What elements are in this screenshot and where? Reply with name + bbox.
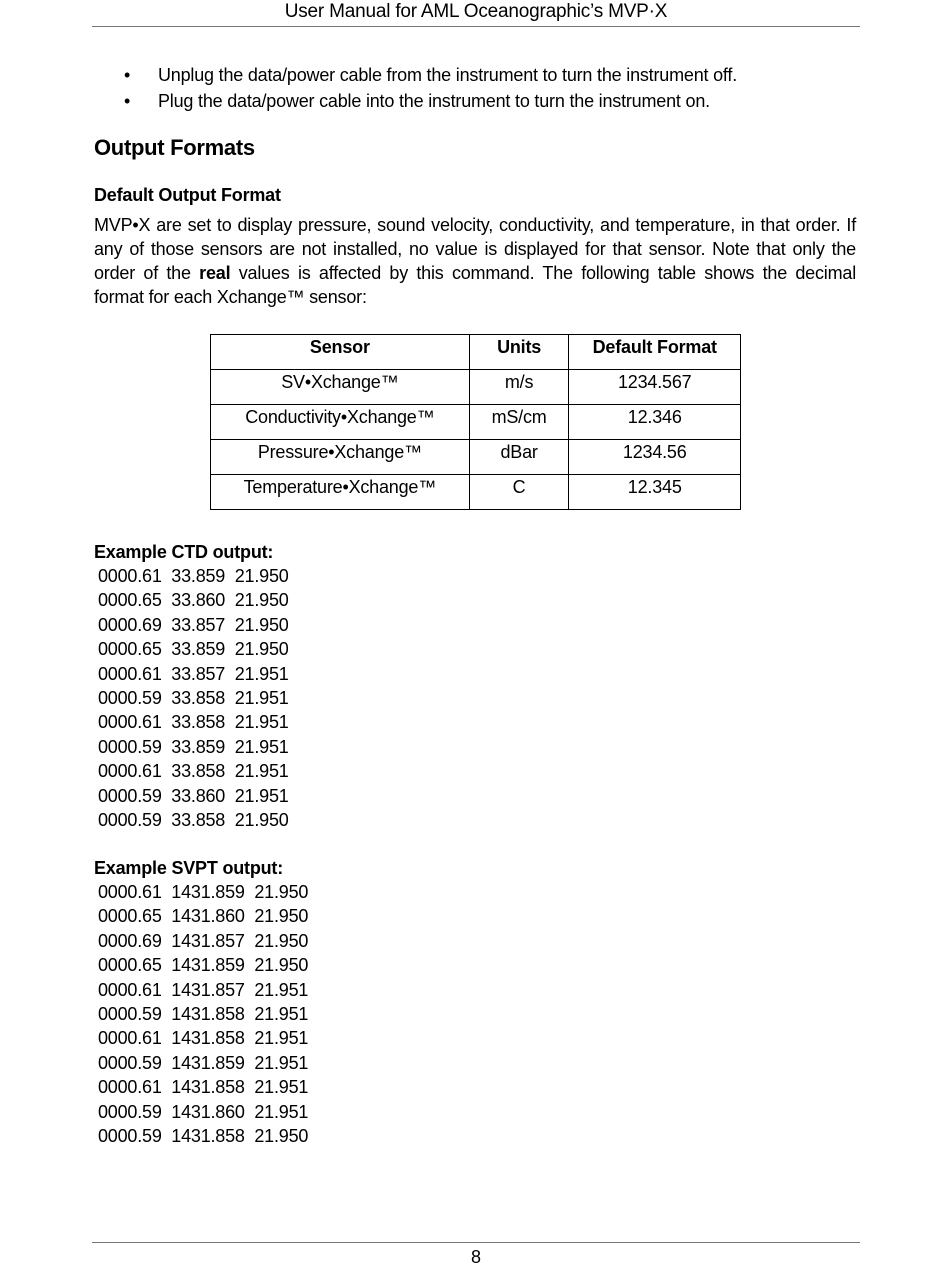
table-row <box>211 405 741 440</box>
table-row <box>211 370 741 405</box>
table-row <box>211 440 741 475</box>
sensor-format-table <box>210 334 741 510</box>
paragraph-bold-word: real <box>199 263 231 283</box>
cell-sensor: Temperature•Xchange™ <box>211 475 470 510</box>
paragraph-text-end: values is affected by this command. The following table shows the decimal format for each Xchange™ sensor: <box>94 263 856 307</box>
subsection-heading: Default Output Format <box>94 185 281 205</box>
cell-format: 12.345 <box>569 475 741 510</box>
output-line: 0000.59 33.860 21.951 <box>98 785 289 806</box>
paragraph-text-start: MVP•X are set to display pressure, sound velocity, conductivity, and temperature, in that order. If any of those sensors are not installed, no value is displayed for that sensor. Note that only the order of the <box>94 215 856 283</box>
header-units: Units <box>469 335 569 370</box>
output-line: 0000.59 33.858 21.950 <box>98 810 289 831</box>
table-header-row <box>211 335 741 370</box>
svpt-output-lines <box>94 880 494 1148</box>
ctd-output-lines <box>94 564 494 832</box>
ctd-example <box>94 540 494 832</box>
header-sensor: Sensor <box>211 335 470 370</box>
svpt-example-title: Example SVPT output: <box>94 858 284 878</box>
output-line: 0000.61 33.858 21.951 <box>98 761 289 782</box>
intro-paragraph <box>94 213 856 309</box>
output-line: 0000.59 1431.858 21.951 <box>98 1004 309 1025</box>
page-number: 8 <box>470 1247 481 1267</box>
cell-format: 12.346 <box>569 405 741 440</box>
output-line: 0000.59 33.859 21.951 <box>98 736 289 757</box>
table-row <box>211 475 741 510</box>
cell-units: m/s <box>469 370 569 405</box>
output-line: 0000.59 33.858 21.951 <box>98 688 289 709</box>
cell-units: C <box>469 475 569 510</box>
output-line: 0000.61 1431.858 21.951 <box>98 1028 309 1049</box>
output-line: 0000.61 1431.857 21.951 <box>98 979 309 1000</box>
ctd-example-title: Example CTD output: <box>94 542 274 562</box>
header-title: User Manual for AML Oceanographic’s MVP·X <box>284 1 668 22</box>
svpt-example <box>94 856 494 1148</box>
output-line: 0000.59 1431.860 21.951 <box>98 1101 309 1122</box>
output-line: 0000.69 1431.857 21.950 <box>98 930 309 951</box>
output-line: 0000.61 33.857 21.951 <box>98 663 289 684</box>
output-line: 0000.59 1431.858 21.950 <box>98 1126 309 1147</box>
output-line: 0000.65 1431.860 21.950 <box>98 906 309 927</box>
header-default-format: Default Format <box>569 335 741 370</box>
list-item: • Unplug the data/power cable from the instrument to turn the instrument off. <box>0 62 950 88</box>
output-line: 0000.65 33.860 21.950 <box>98 590 289 611</box>
output-line: 0000.65 33.859 21.950 <box>98 639 289 660</box>
list-item: • Plug the data/power cable into the instrument to turn the instrument on. <box>0 88 950 114</box>
output-line: 0000.61 33.858 21.951 <box>98 712 289 733</box>
output-line: 0000.65 1431.859 21.950 <box>98 955 309 976</box>
page-header <box>92 0 860 27</box>
cell-units: dBar <box>469 440 569 475</box>
output-line: 0000.69 33.857 21.950 <box>98 614 289 635</box>
cell-format: 1234.56 <box>569 440 741 475</box>
cell-sensor: SV•Xchange™ <box>211 370 470 405</box>
output-line: 0000.61 1431.858 21.951 <box>98 1077 309 1098</box>
output-line: 0000.59 1431.859 21.951 <box>98 1052 309 1073</box>
output-line: 0000.61 33.859 21.950 <box>98 566 289 586</box>
power-instructions-list <box>0 62 950 114</box>
cell-format: 1234.567 <box>569 370 741 405</box>
output-line: 0000.61 1431.859 21.950 <box>98 882 309 902</box>
section-heading: Output Formats <box>94 135 255 160</box>
cell-units: mS/cm <box>469 405 569 440</box>
cell-sensor: Pressure•Xchange™ <box>211 440 470 475</box>
cell-sensor: Conductivity•Xchange™ <box>211 405 470 440</box>
